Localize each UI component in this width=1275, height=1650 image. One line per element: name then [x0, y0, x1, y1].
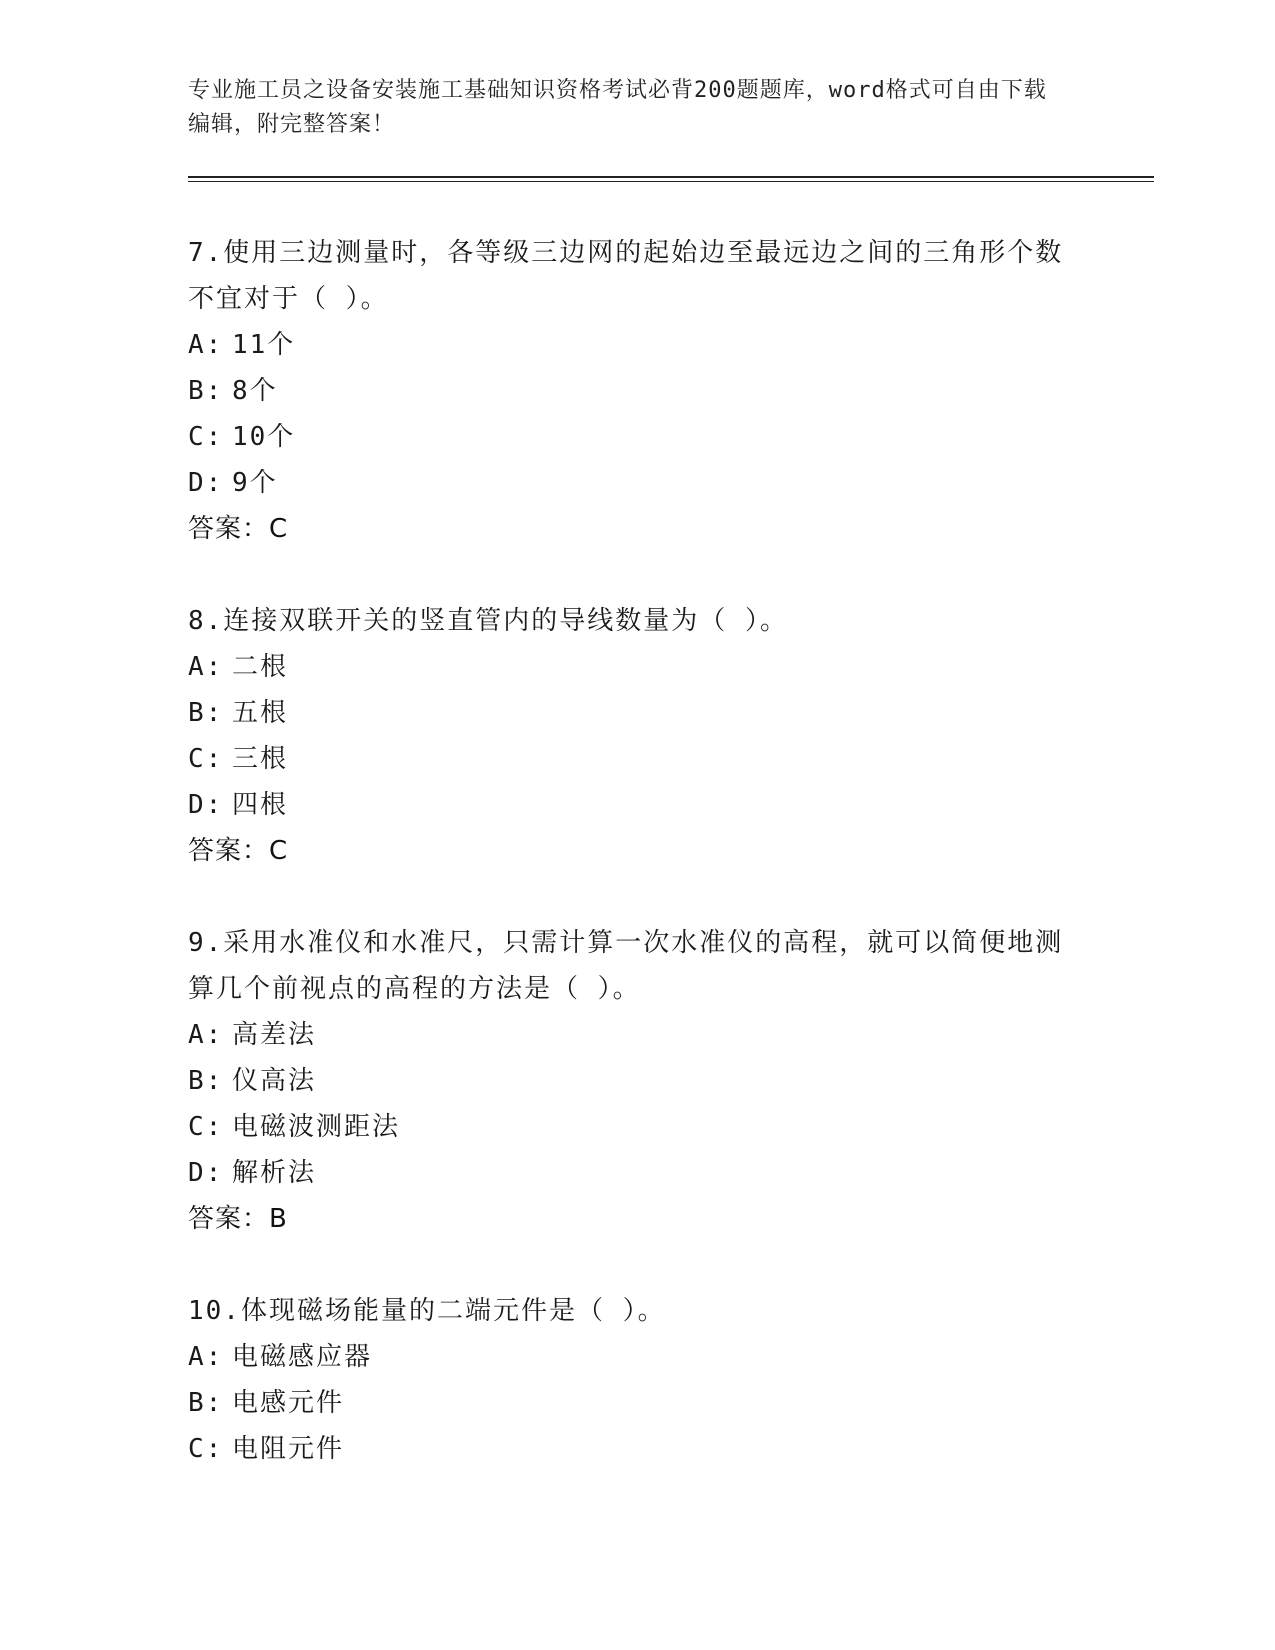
question-text: 9.采用水准仪和水准尺，只需计算一次水准仪的高程，就可以简便地测算几个前视点的高程的方法是（ ）。	[188, 928, 1064, 1004]
question-9	[188, 920, 1068, 1242]
option-key: A:	[188, 1342, 224, 1372]
question-text: 10.体现磁场能量的二端元件是（ ）。	[188, 1296, 666, 1326]
option-value: 五根	[232, 698, 289, 728]
option-b	[188, 368, 1068, 414]
option-c	[188, 1104, 1068, 1150]
option-value: 高差法	[232, 1020, 317, 1050]
option-value: 四根	[232, 790, 289, 820]
option-value: 电磁波测距法	[232, 1112, 401, 1142]
option-d	[188, 782, 1068, 828]
question-7	[188, 230, 1068, 552]
option-b	[188, 1058, 1068, 1104]
option-value: 8个	[232, 376, 278, 406]
question-list	[188, 230, 1068, 1518]
option-a	[188, 322, 1068, 368]
option-key: C:	[188, 744, 224, 774]
option-key: C:	[188, 1434, 224, 1464]
question-text: 7.使用三边测量时，各等级三边网的起始边至最远边之间的三角形个数不宜对于（ ）。	[188, 238, 1064, 314]
option-key: B:	[188, 1066, 224, 1096]
option-value: 电磁感应器	[232, 1342, 373, 1372]
option-c	[188, 736, 1068, 782]
option-value: 解析法	[232, 1158, 317, 1188]
option-value: 三根	[232, 744, 289, 774]
option-value: 10个	[232, 422, 296, 452]
question-8	[188, 598, 1068, 874]
question-text: 8.连接双联开关的竖直管内的导线数量为（ ）。	[188, 606, 788, 636]
option-key: A:	[188, 330, 224, 360]
answer-text: 答案：C	[188, 514, 289, 544]
option-value: 二根	[232, 652, 289, 682]
option-d	[188, 460, 1068, 506]
option-key: B:	[188, 1388, 224, 1418]
option-key: B:	[188, 376, 224, 406]
option-key: A:	[188, 652, 224, 682]
option-value: 9个	[232, 468, 278, 498]
answer-text: 答案：B	[188, 1204, 288, 1234]
option-key: D:	[188, 790, 224, 820]
option-a	[188, 1012, 1068, 1058]
option-value: 电感元件	[232, 1388, 345, 1418]
answer-text: 答案：C	[188, 836, 289, 866]
option-d	[188, 1150, 1068, 1196]
option-value: 电阻元件	[232, 1434, 345, 1464]
option-key: D:	[188, 468, 224, 498]
option-a	[188, 644, 1068, 690]
header-divider-thick	[188, 176, 1154, 178]
option-value: 11个	[232, 330, 296, 360]
option-key: A:	[188, 1020, 224, 1050]
option-a	[188, 1334, 1068, 1380]
option-b	[188, 690, 1068, 736]
option-c	[188, 414, 1068, 460]
header-divider-thin	[188, 181, 1154, 182]
question-10	[188, 1288, 1068, 1472]
option-key: C:	[188, 1112, 224, 1142]
option-value: 仪高法	[232, 1066, 317, 1096]
option-key: B:	[188, 698, 224, 728]
option-key: D:	[188, 1158, 224, 1188]
option-b	[188, 1380, 1068, 1426]
option-c	[188, 1426, 1068, 1472]
document-header: 专业施工员之设备安装施工基础知识资格考试必背200题题库，word格式可自由下载编辑，附完整答案！	[188, 78, 1047, 137]
option-key: C:	[188, 422, 224, 452]
